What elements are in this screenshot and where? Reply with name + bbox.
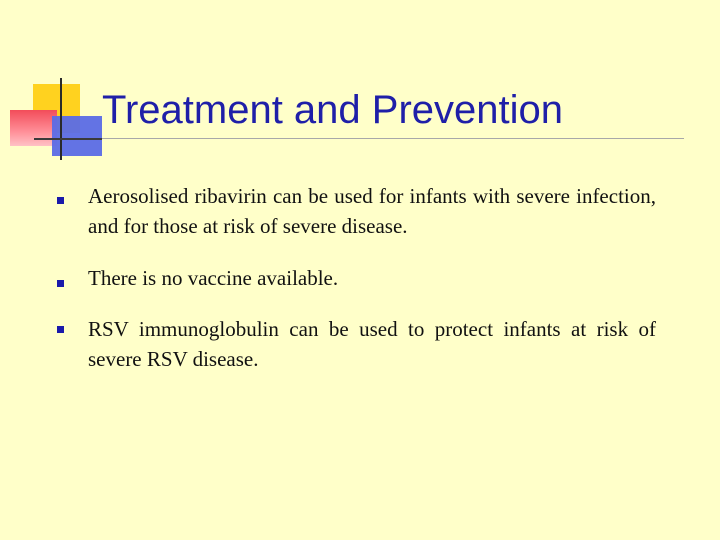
bullet-text: RSV immunoglobulin can be used to protect infants at risk of severe RSV disease. (88, 317, 656, 371)
decorative-squares-logo (0, 0, 120, 170)
bullet-text: There is no vaccine available. (88, 266, 339, 290)
square-bullet-icon (57, 326, 64, 333)
logo-red-square (10, 110, 57, 146)
bullet-text: Aerosolised ribavirin can be used for infants with severe infection, and for those at risk of severe disease. (88, 184, 656, 238)
title-underline-divider (34, 138, 684, 139)
square-bullet-icon (57, 280, 64, 287)
slide-title: Treatment and Prevention (102, 88, 563, 132)
logo-horizontal-line (34, 138, 102, 140)
square-bullet-icon (57, 197, 64, 204)
logo-vertical-line (60, 78, 62, 160)
